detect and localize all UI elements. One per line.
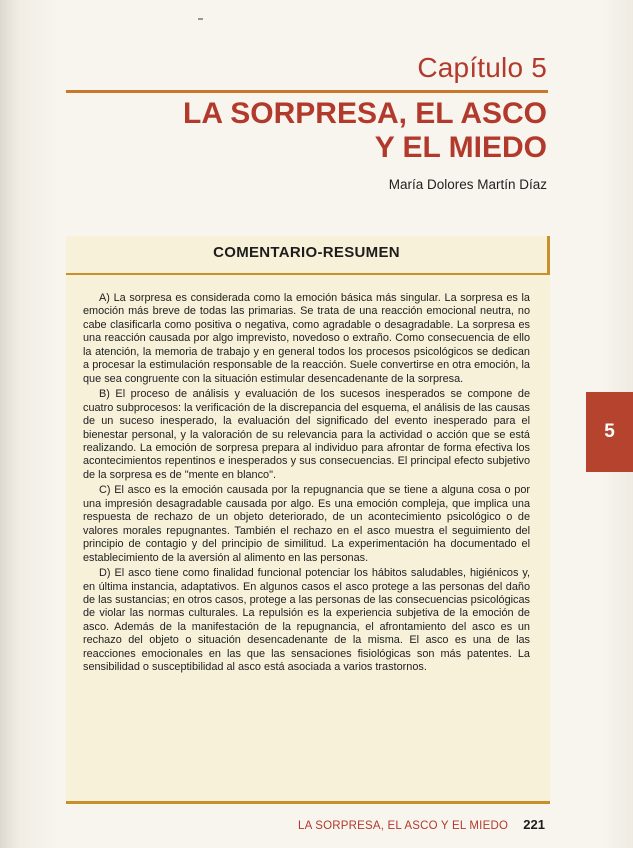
chapter-thumb-tab-label: 5 bbox=[604, 421, 615, 442]
summary-body bbox=[83, 292, 530, 677]
summary-bottom-rule bbox=[66, 801, 550, 804]
chapter-title bbox=[87, 97, 547, 165]
chapter-thumb-tab bbox=[586, 392, 633, 472]
summary-paragraph-d: D) El asco tiene como finalidad funcional potenciar los hábitos saludables, higiénicos y, en última instancia, adaptativos. En algunos casos el asco protege a las personas del daño de las sustancias; en otros casos, protege a las personas de las consecuencias psicológicas de violar las normas culturales. La repulsión es la experiencia subjetiva de la emoción de asco. Además de la manifestación de la repugnancia, el afrontamiento del asco es un rechazo del objeto o situación desencadenante de la misma. El asco es una de las reacciones emocionales en las que las sensaciones fisiológicas son más patentes. La sensibilidad o susceptibilidad al asco está asociada a varios trastornos. bbox=[83, 567, 530, 674]
chapter-title-line-2: Y EL MIEDO bbox=[374, 131, 547, 164]
chapter-rule bbox=[66, 90, 548, 93]
scan-speck bbox=[198, 18, 203, 20]
chapter-label: Capítulo 5 bbox=[417, 52, 547, 83]
summary-paragraph-b: B) El proceso de análisis y evaluación de los sucesos inesperados se compone de cuatro subprocesos: la verificación de la discrepancia del esquema, el análisis de las causas de un suceso inesperado, la evaluación del significado del evento inesperado para el bienestar personal, y la valoración de su relevancia para la actividad o acción que se está realizando. La emoción de sorpresa prepara al individuo para afrontar de forma efectiva los acontecimientos repentinos e inesperados y sus consecuencias. El principal efecto subjetivo de la sorpresa es de "mente en blanco". bbox=[83, 388, 530, 481]
page-number: 221 bbox=[523, 817, 545, 832]
running-title: LA SORPRESA, EL ASCO Y EL MIEDO bbox=[298, 820, 509, 832]
summary-heading: COMENTARIO-RESUMEN bbox=[66, 236, 550, 275]
page-footer bbox=[298, 817, 545, 832]
chapter-title-line-1: LA SORPRESA, EL ASCO bbox=[183, 97, 547, 130]
chapter-author: María Dolores Martín Díaz bbox=[388, 177, 547, 192]
summary-paragraph-a: A) La sorpresa es considerada como la emoción básica más singular. La sorpresa es la emoción más breve de todas las primarias. Se trata de una reacción emocional neutra, no cabe clasificarla como positiva o negativa, como agradable o desagradable. La sorpresa es una reacción causada por algo imprevisto, novedoso o extraño. Como consecuencia de ello la atención, la memoria de trabajo y en general todos los procesos psicológicos se dedican a procesar la estimulación responsable de la reacción. Suele convertirse en otra emoción, la que sea congruente con la situación estimular desencadenante de la sorpresa. bbox=[83, 292, 530, 385]
summary-paragraph-c: C) El asco es la emoción causada por la repugnancia que se tiene a alguna cosa o por una impresión desagradable causada por algo. Es una emoción compleja, que implica una respuesta de rechazo de un objeto deteriorado, de un acontecimiento psicológico o de valores morales repugnantes. También el rechazo en el asco muestra el seguimiento del principio de contagio y del principio de similitud. La experimentación ha documentado el establecimiento de la aversión al alimento en las personas. bbox=[83, 484, 530, 564]
